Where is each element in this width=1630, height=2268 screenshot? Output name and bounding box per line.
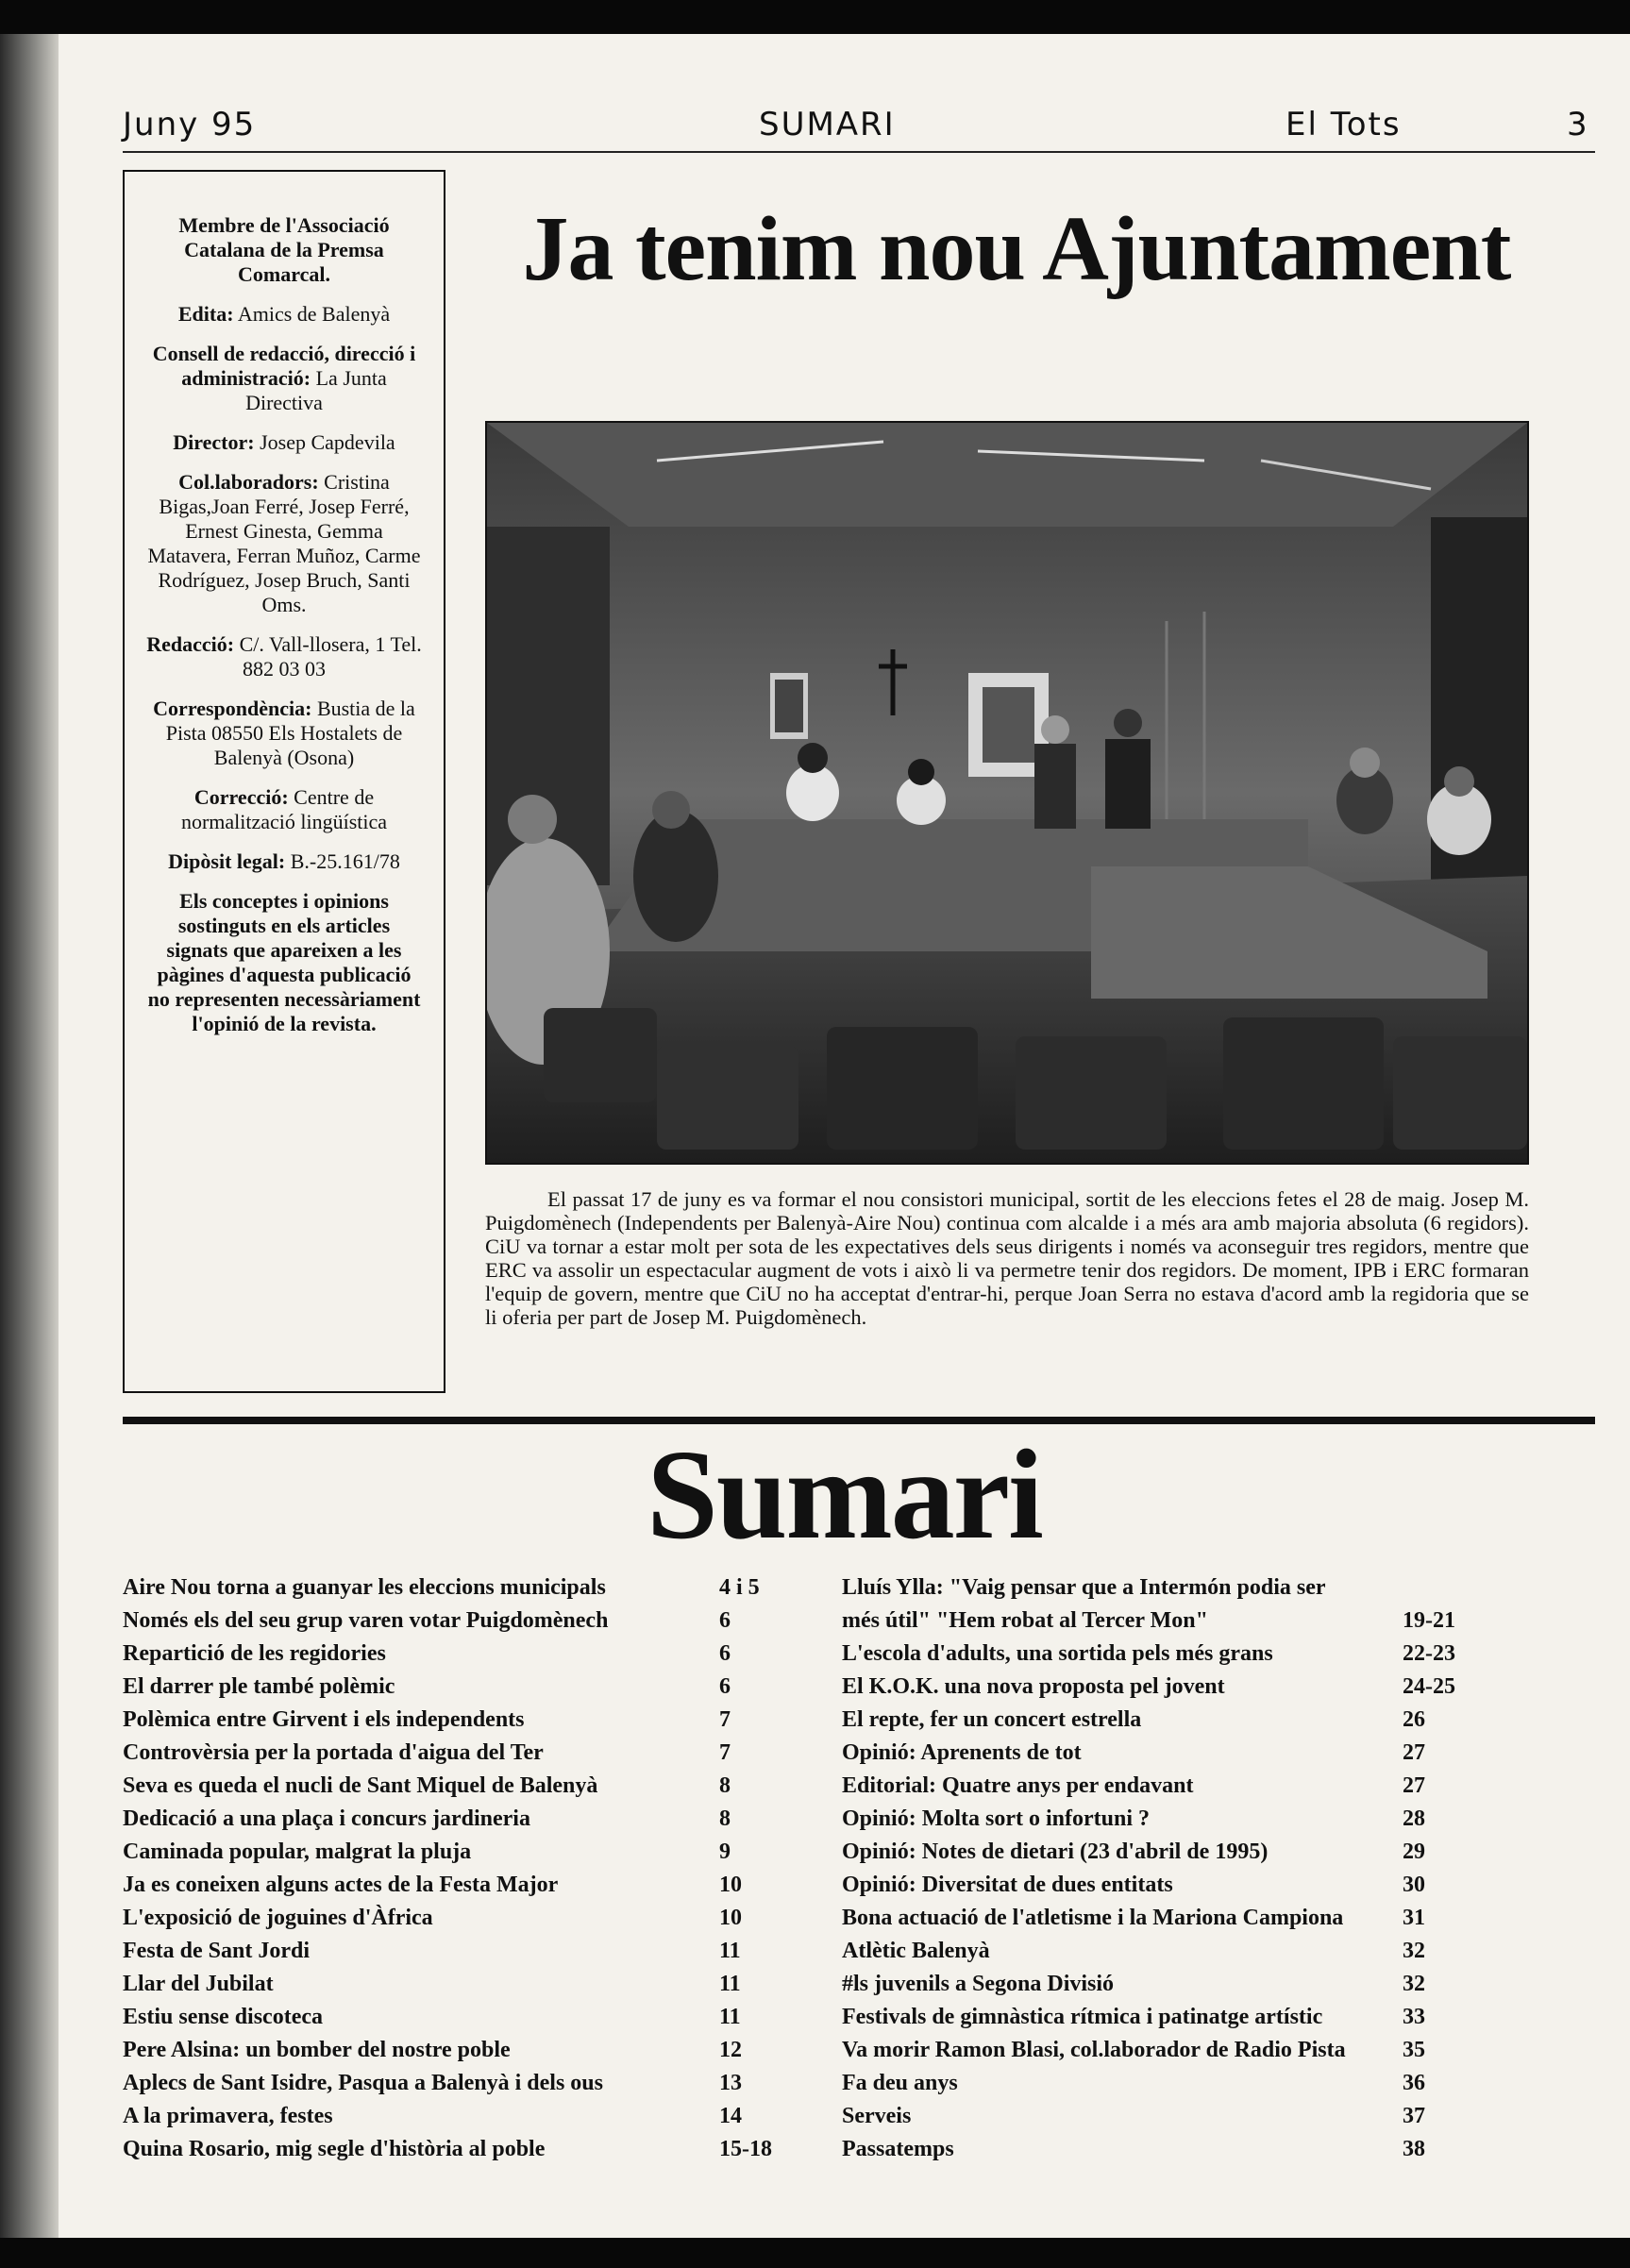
colophon-value: Amics de Balenyà	[237, 302, 391, 326]
toc-entry	[123, 1836, 821, 1869]
toc-entry-page: 4 i 5	[719, 1575, 760, 1600]
toc-entry-page: 9	[719, 1840, 731, 1864]
toc-entry-page: 11	[719, 2005, 741, 2029]
toc-entry	[842, 2001, 1597, 2034]
colophon-label: Director:	[173, 430, 255, 454]
toc-entry-page: 8	[719, 1773, 731, 1798]
colophon-label: Consell de redacció, direcció i administració:	[152, 342, 416, 390]
colophon-block	[145, 889, 423, 1036]
council-meeting-photo	[485, 421, 1529, 1165]
scan-top-border	[0, 0, 1630, 34]
toc-entry-page: 36	[1403, 2071, 1425, 2095]
colophon-value: B.-25.161/78	[290, 849, 400, 873]
toc-entry	[842, 1935, 1597, 1968]
toc-entry	[123, 1704, 821, 1737]
colophon-block	[145, 632, 423, 681]
colophon-value: Josep Capdevila	[260, 430, 395, 454]
toc-entry-title: Festa de Sant Jordi	[123, 1939, 310, 1963]
toc-entry-page: 15-18	[719, 2137, 772, 2161]
toc-entry-page: 10	[719, 1906, 742, 1930]
toc-entry-title: Opinió: Aprenents de tot	[842, 1740, 1082, 1765]
header-date: Juny 95	[123, 106, 257, 143]
toc-entry-title: Opinió: Notes de dietari (23 d'abril de 1995)	[842, 1840, 1269, 1864]
toc-entry-page: 29	[1403, 1840, 1425, 1864]
toc-entry-title: Estiu sense discoteca	[123, 2005, 323, 2029]
scan-bottom-border	[0, 2238, 1630, 2268]
toc-entry	[842, 2034, 1597, 2067]
colophon-label: Membre de l'Associació Catalana de la Premsa Comarcal.	[178, 213, 390, 286]
toc-entry	[123, 1571, 821, 1604]
toc-entry-page: 26	[1403, 1707, 1425, 1732]
toc-entry	[842, 2133, 1597, 2166]
toc-entry-title: Opinió: Molta sort o infortuni ?	[842, 1806, 1151, 1831]
toc-entry-title: L'escola d'adults, una sortida pels més grans	[842, 1641, 1273, 1666]
colophon-block	[145, 302, 423, 327]
toc-entry-title: Repartició de les regidories	[123, 1641, 386, 1666]
colophon-block	[145, 785, 423, 834]
toc-entry-title: Fa deu anys	[842, 2071, 958, 2095]
toc-entry-page: 6	[719, 1674, 731, 1699]
toc-entry-title: Caminada popular, malgrat la pluja	[123, 1840, 472, 1864]
toc-entry-page: 6	[719, 1641, 731, 1666]
toc-right-column	[842, 1571, 1597, 2166]
colophon-label: Dipòsit legal:	[168, 849, 286, 873]
toc-entry	[123, 1604, 821, 1638]
toc-entry-page: 33	[1403, 2005, 1425, 2029]
toc-entry-page: 8	[719, 1806, 731, 1831]
toc-entry	[842, 2067, 1597, 2100]
colophon-label: Correcció:	[193, 785, 289, 809]
colophon-block	[145, 213, 423, 287]
toc-entry-title: Quina Rosario, mig segle d'història al poble	[123, 2137, 546, 2161]
toc-entry	[123, 1638, 821, 1671]
toc-entry-page: 24-25	[1403, 1674, 1455, 1699]
toc-entry-page: 10	[719, 1873, 742, 1897]
toc-entry-title: Opinió: Diversitat de dues entitats	[842, 1873, 1173, 1897]
toc-entry-page: 37	[1403, 2104, 1425, 2128]
toc-entry	[123, 2067, 821, 2100]
toc-entry	[123, 2034, 821, 2067]
toc-entry	[123, 1803, 821, 1836]
toc-entry-title: Festivals de gimnàstica rítmica i patinatge artístic	[842, 2005, 1323, 2029]
toc-entry-title: Aplecs de Sant Isidre, Pasqua a Balenyà i dels ous	[123, 2071, 603, 2095]
toc-entry	[842, 1704, 1597, 1737]
magazine-page	[59, 34, 1630, 2238]
toc-entry	[842, 1737, 1597, 1770]
toc-entry	[123, 1935, 821, 1968]
toc-entry	[842, 1968, 1597, 2001]
toc-entry-title: El repte, fer un concert estrella	[842, 1707, 1142, 1732]
toc-entry-title: El darrer ple també polèmic	[123, 1674, 395, 1699]
toc-entry-title: #ls juvenils a Segona Divisió	[842, 1972, 1115, 1996]
toc-entry-page: 27	[1403, 1740, 1425, 1765]
sumari-title: Sumari	[647, 1424, 1042, 1566]
toc-entry	[842, 1770, 1597, 1803]
toc-entry	[123, 1869, 821, 1902]
toc-entry-page: 28	[1403, 1806, 1425, 1831]
toc-entry-title: L'exposició de joguines d'Àfrica	[123, 1906, 433, 1930]
toc-entry-continued-title: Lluís Ylla: "Vaig pensar que a Intermón podia ser	[842, 1575, 1326, 1600]
header-publication: El Tots	[1286, 106, 1402, 143]
toc-entry-title: Ja es coneixen alguns actes de la Festa Major	[123, 1873, 559, 1897]
toc-entry-title: Editorial: Quatre anys per endavant	[842, 1773, 1194, 1798]
toc-entry-page: 11	[719, 1939, 741, 1963]
toc-entry-title: Serveis	[842, 2104, 912, 2128]
toc-entry-page: 27	[1403, 1773, 1425, 1798]
toc-entry-title: Seva es queda el nucli de Sant Miquel de Balenyà	[123, 1773, 598, 1798]
colophon-value: Centre de normalització lingüística	[180, 785, 388, 833]
toc-entry-title: El K.O.K. una nova proposta pel jovent	[842, 1674, 1225, 1699]
colophon-block	[145, 470, 423, 617]
toc-entry-page: 30	[1403, 1873, 1425, 1897]
colophon-value: C/. Vall-llosera, 1 Tel. 882 03 03	[239, 632, 422, 680]
toc-entry-title: Llar del Jubilat	[123, 1972, 274, 1996]
toc-entry	[123, 1737, 821, 1770]
toc-entry-page: 35	[1403, 2038, 1425, 2062]
toc-entry	[123, 2100, 821, 2133]
toc-entry-page: 32	[1403, 1972, 1425, 1996]
toc-entry	[123, 1770, 821, 1803]
header-rule	[123, 151, 1595, 153]
toc-entry-page: 11	[719, 1972, 741, 1996]
colophon-box	[123, 170, 445, 1393]
toc-entry-title: Bona actuació de l'atletisme i la Mariona Campiona	[842, 1906, 1344, 1930]
toc-entry	[842, 1869, 1597, 1902]
toc-entry	[123, 1968, 821, 2001]
toc-entry-title: Controvèrsia per la portada d'aigua del Ter	[123, 1740, 544, 1765]
toc-entry-title: Només els del seu grup varen votar Puigdomènech	[123, 1608, 609, 1633]
toc-entry-title: més útil" "Hem robat al Tercer Mon"	[842, 1608, 1208, 1633]
toc-entry-title: Atlètic Balenyà	[842, 1939, 990, 1963]
colophon-block	[145, 697, 423, 770]
colophon-block	[145, 342, 423, 415]
toc-entry-title: Dedicació a una plaça i concurs jardineria	[123, 1806, 530, 1831]
toc-entry	[123, 2133, 821, 2166]
toc-left-column	[123, 1571, 821, 2166]
colophon-value: Cristina Bigas,Joan Ferré, Josep Ferré, Ernest Ginesta, Gemma Matavera, Ferran Muñoz, Carme Rodríguez, Josep Bruch, Santi Oms.	[147, 470, 421, 616]
colophon-value: La Junta Directiva	[245, 366, 387, 414]
toc-entry-title: Polèmica entre Girvent i els independents	[123, 1707, 525, 1732]
toc-entry-page: 19-21	[1403, 1608, 1455, 1633]
toc-entry	[123, 1671, 821, 1704]
toc-entry-title: A la primavera, festes	[123, 2104, 333, 2128]
toc-entry-page: 6	[719, 1608, 731, 1633]
toc-entry-page: 22-23	[1403, 1641, 1455, 1666]
toc-entry	[842, 1902, 1597, 1935]
colophon-label: Correspondència:	[153, 697, 312, 720]
header-section: SUMARI	[759, 106, 896, 143]
colophon-block	[145, 849, 423, 874]
toc-entry-page: 38	[1403, 2137, 1425, 2161]
toc-entry	[842, 1638, 1597, 1671]
colophon-value: Bustia de la Pista 08550 Els Hostalets de Balenyà (Osona)	[165, 697, 415, 769]
toc-entry	[842, 2100, 1597, 2133]
colophon-label: Redacció:	[146, 632, 235, 656]
header-page-number: 3	[1567, 106, 1589, 143]
section-rule	[123, 1417, 1595, 1424]
toc-entry-page: 12	[719, 2038, 742, 2062]
toc-entry	[842, 1671, 1597, 1704]
colophon-block	[145, 430, 423, 455]
colophon-label: Els conceptes i opinions sostinguts en els articles signats que apareixen a les pàgines d'aquesta publicació no representen necessàriament l'opinió de la revista.	[147, 889, 421, 1035]
toc-entry	[842, 1836, 1597, 1869]
toc-entry	[842, 1803, 1597, 1836]
article-caption: El passat 17 de juny es va formar el nou consistori municipal, sortit de les eleccions fetes el 28 de maig. Josep M. Puigdomènech (Independents per Balenyà-Aire Nou) continua com alcalde i a més ara amb majoria absoluta (6 regidors). CiU va tornar a estar molt per sota de les expectatives dels seus dirigents i només va aconseguir tres regidors, mentre que ERC va assolir un espectacular augment de vots i això li va permetre tenir dos regidors. De moment, IPB i ERC formaran l'equip de govern, mentre que CiU no ha acceptat d'entrar-hi, perque Joan Serra no estava d'acord amb la regidoria que se li oferia per part de Josep M. Puigdomènech.	[485, 1187, 1529, 1329]
toc-entry-page: 13	[719, 2071, 742, 2095]
binding-gutter	[0, 34, 59, 2238]
article-headline: Ja tenim nou Ajuntament	[522, 198, 1511, 300]
toc-entry	[123, 1902, 821, 1935]
colophon-label: Edita:	[177, 302, 234, 326]
toc-entry-page: 32	[1403, 1939, 1425, 1963]
toc-entry-page: 31	[1403, 1906, 1425, 1930]
toc-entry	[842, 1604, 1597, 1638]
colophon-label: Col.laboradors:	[178, 470, 319, 494]
toc-entry-title: Aire Nou torna a guanyar les eleccions municipals	[123, 1575, 606, 1600]
toc-entry	[123, 2001, 821, 2034]
toc-entry-title: Pere Alsina: un bomber del nostre poble	[123, 2038, 511, 2062]
toc-entry-page: 14	[719, 2104, 742, 2128]
toc-entry-title: Passatemps	[842, 2137, 954, 2161]
toc-entry-title: Va morir Ramon Blasi, col.laborador de Radio Pista	[842, 2038, 1346, 2062]
toc-entry-page: 7	[719, 1740, 731, 1765]
toc-entry-page: 7	[719, 1707, 731, 1732]
